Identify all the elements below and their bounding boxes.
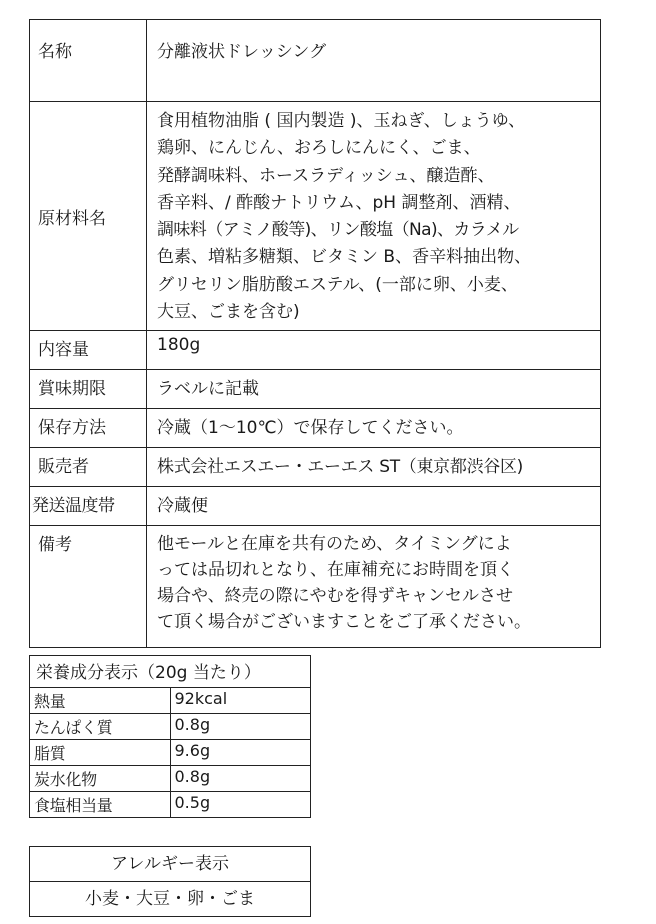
row-best-before xyxy=(30,370,601,409)
ingredient-line: 大豆、ごまを含む) xyxy=(157,302,300,323)
allergy-items: 小麦・大豆・卵・ごま xyxy=(30,882,311,917)
ingredient-line: 食用植物油脂 ( 国内製造 )、玉ねぎ、しょうゆ、 xyxy=(157,111,526,131)
ingredient-line: 調味料（アミノ酸等)、リン酸塩（Na)、カラメル xyxy=(157,220,519,241)
label-content-amount: 内容量 xyxy=(30,331,147,370)
allergy-title: アレルギー表示 xyxy=(30,847,311,882)
nutrition-value: 0.5g xyxy=(170,792,311,818)
row-storage xyxy=(30,409,601,448)
nutrition-value: 9.6g xyxy=(170,740,311,766)
nutrition-label: たんぱく質 xyxy=(30,714,171,740)
value-storage xyxy=(147,409,601,448)
nutrition-table xyxy=(29,655,311,818)
allergy-table xyxy=(29,846,311,917)
value-line: 分離液状ドレッシング xyxy=(157,42,327,62)
note-line: 他モールと在庫を共有のため、タイミングによ xyxy=(157,534,512,554)
nutrition-row xyxy=(30,740,311,766)
product-info-table xyxy=(29,19,601,648)
label-storage: 保存方法 xyxy=(30,409,147,448)
value-seller xyxy=(147,448,601,487)
label-name: 名称 xyxy=(30,20,147,102)
ingredient-line: 発酵調味料、ホースラディッシュ、醸造酢、 xyxy=(157,165,495,186)
value-shipping-temp xyxy=(147,487,601,526)
nutrition-row xyxy=(30,688,311,714)
nutrition-row xyxy=(30,792,311,818)
note-line: て頂く場合がございますことをご了承ください。 xyxy=(157,612,531,632)
value-line: 冷蔵（1〜10℃）で保存してください。 xyxy=(157,418,464,438)
row-ingredients xyxy=(30,102,601,331)
value-notes xyxy=(147,526,601,648)
value-best-before xyxy=(147,370,601,409)
value-line: 180g xyxy=(157,335,201,355)
value-name xyxy=(147,20,601,102)
note-line: っては品切れとなり、在庫補充にお時間を頂く xyxy=(157,560,514,580)
allergy-header-row xyxy=(30,847,311,882)
nutrition-value: 0.8g xyxy=(170,714,311,740)
row-seller xyxy=(30,448,601,487)
nutrition-header-row xyxy=(30,656,311,688)
nutrition-value: 0.8g xyxy=(170,766,311,792)
nutrition-label: 食塩相当量 xyxy=(30,792,171,818)
value-line: ラベルに記載 xyxy=(157,379,259,399)
allergy-items-row xyxy=(30,882,311,917)
ingredient-line: 鶏卵、にんじん、おろしにんにく、ごま、 xyxy=(157,138,481,159)
nutrition-row xyxy=(30,766,311,792)
nutrition-label: 熱量 xyxy=(30,688,171,714)
row-content-amount xyxy=(30,331,601,370)
nutrition-label: 脂質 xyxy=(30,740,171,766)
row-notes xyxy=(30,526,601,648)
nutrition-title: 栄養成分表示（20g 当たり） xyxy=(30,656,311,688)
nutrition-label: 炭水化物 xyxy=(30,766,171,792)
row-shipping-temp xyxy=(30,487,601,526)
nutrition-value: 92kcal xyxy=(170,688,311,714)
value-content-amount xyxy=(147,331,601,370)
ingredient-line: 色素、増粘多糖類、ビタミン B、香辛料抽出物、 xyxy=(157,247,532,268)
nutrition-row xyxy=(30,714,311,740)
value-line: 冷蔵便 xyxy=(157,496,208,516)
value-line: 株式会社エスエー・エーエス ST（東京都渋谷区) xyxy=(157,457,524,477)
note-line: 場合や、終売の際にやむを得ずキャンセルさせ xyxy=(157,586,513,606)
row-name xyxy=(30,20,601,102)
label-ingredients: 原材料名 xyxy=(30,102,147,331)
label-notes: 備考 xyxy=(30,526,147,648)
label-seller: 販売者 xyxy=(30,448,147,487)
label-shipping-temp: 発送温度帯 xyxy=(30,487,147,526)
ingredient-line: 香辛料、/ 酢酸ナトリウム、pH 調整剤、酒精、 xyxy=(157,192,521,213)
ingredient-line: グリセリン脂肪酸エステル、(一部に卵、小麦、 xyxy=(157,274,518,295)
label-best-before: 賞味期限 xyxy=(30,370,147,409)
value-ingredients xyxy=(147,102,601,331)
